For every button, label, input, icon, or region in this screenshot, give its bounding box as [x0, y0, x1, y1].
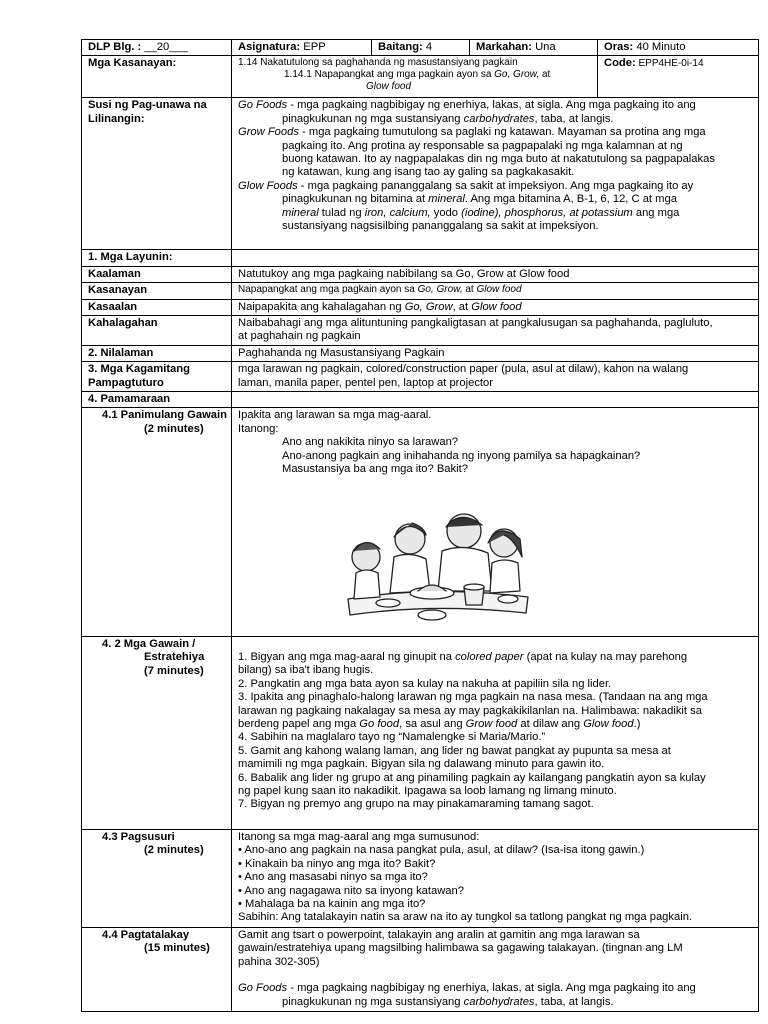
susi-glow-text-3d: yodo: [430, 206, 462, 219]
susi-go-text-2a: pinagkukunan ng mga sustansiyang: [282, 112, 464, 125]
pagsusuri-duration: (2 minutes): [144, 844, 204, 857]
pagtatalakay-go-text-2c: , taba, at langis.: [534, 995, 614, 1008]
kasanayan-line-2: [238, 69, 593, 81]
kasaalan-text-b: Go, Grow: [404, 300, 453, 313]
pamamaraan-row: [82, 392, 759, 408]
panimulang-line-2: Itanong:: [238, 422, 279, 435]
pagsusuri-bullet-4: • Ano ang nagagawa nito sa inyong katawan?: [238, 884, 464, 897]
susi-label-line-1: Susi ng Pag-unawa na: [88, 99, 207, 112]
baitang-value: 4: [422, 41, 433, 53]
gawain-step-3-line-1: 3. Ipakita ang pinaghalo-halong larawan ng mga pagkain na nasa mesa. (Tandaan na ang mga: [238, 691, 708, 704]
kagamitan-label-line-2: Pampagtuturo: [88, 376, 164, 389]
pagtatalakay-content: [232, 927, 759, 1011]
kasanayan-objective-text-d: Glow food: [476, 284, 522, 296]
kasaalan-text-a: Naipapakita ang kahalagahan ng: [238, 300, 405, 313]
gawain-title-2: Estratehiya: [144, 651, 205, 664]
panimulang-question-1: Ano ang nakikita ninyo sa larawan?: [282, 436, 459, 449]
pagsusuri-bullet-3: • Ano ang masasabi ninyo sa mga ito?: [238, 871, 428, 884]
nilalaman-label: 2. Nilalaman: [82, 345, 232, 361]
kasanayan-line-2-text: 1.14.1 Napapangkat ang mga pagkain ayon sa: [284, 69, 495, 81]
pagtatalakay-go-text-2b: carbohydrates: [463, 995, 535, 1008]
susi-grow-term: Grow Foods: [238, 126, 299, 139]
kahalagahan-line-1: Naibabahagi ang mga alituntuning pangkaligtasan at pangkalusugan sa paghahanda, pagluluto,: [238, 317, 713, 330]
oras-value: 40 Minuto: [633, 41, 686, 53]
kahalagahan-row: [82, 316, 759, 346]
kagamitan-label-line-1: 3. Mga Kagamitang: [88, 363, 190, 376]
asignatura-label: Asignatura:: [238, 41, 301, 53]
kasanayan-objective-value: [232, 283, 759, 299]
gawain-step-1-text-b: colored paper: [455, 650, 524, 663]
markahan-cell: [470, 40, 598, 56]
susi-grow-line-3: buong katawan. Ito ay nagpapalakas din ng mga buto at nakatutulong sa pagpapalakas: [282, 153, 715, 166]
lesson-plan-table: [81, 39, 759, 1012]
pagsusuri-content: [232, 829, 759, 927]
susi-glow-text-2a: pinagkukunan ng bitamina at: [282, 193, 429, 206]
pamamaraan-label: 4. Pamamaraan: [82, 392, 232, 408]
pagtatalakay-duration: (15 minutes): [144, 942, 210, 955]
markahan-label: Markahan:: [476, 41, 532, 53]
susi-grow-line-2: pagkaing ito. Ang protina ay responsable sa pagpapalaki ng mga kalamnan at ng: [282, 139, 683, 152]
susi-glow-text-3a: mineral: [282, 206, 319, 219]
susi-glow-line-2: [238, 193, 754, 206]
susi-glow-text-3c: iron, calcium,: [364, 206, 431, 219]
kasanayan-objective-label: Kasanayan: [82, 283, 232, 299]
pagsusuri-title: 4.3 Pagsusuri: [102, 830, 175, 843]
susi-glow-text-1: - mga pagkaing pananggalang sa sakit at impeksiyon. Ang mga pagkaing ito ay: [297, 179, 694, 192]
baitang-cell: [372, 40, 470, 56]
kasanayan-line-2-italic: Go, Grow,: [494, 69, 540, 81]
gawain-step-3-text-1: berdeng papel ang mga: [238, 717, 360, 730]
nilalaman-row: [82, 345, 759, 361]
kagamitan-value-line-1: mga larawan ng pagkain, colored/construction paper (pula, asul at dilaw), kahon na walang: [238, 363, 689, 376]
kahalagahan-label: Kahalagahan: [82, 316, 232, 346]
markahan-value: Una: [531, 41, 556, 53]
susi-glow-text-2c: . Ang mga bitamina A, B-1, 6, 12, C at mga: [464, 193, 677, 206]
susi-glow-text-3b: tulad ng: [318, 206, 365, 219]
kasaalan-label: Kasaalan: [82, 299, 232, 315]
pagsusuri-bullet-2: • Kinakain ba ninyo ang mga ito? Bakit?: [238, 857, 436, 870]
kasanayan-line-1: 1.14 Nakatutulong sa paghahanda ng masustansiyang pagkain: [238, 57, 518, 69]
gawain-step-3-text-4: Grow food: [465, 717, 518, 730]
susi-go-term: Go Foods: [238, 99, 288, 112]
gawain-step-2: 2. Pangkatin ang mga bata ayon sa kulay na nakuha at papiliin sila ng lider.: [238, 677, 612, 690]
kasanayan-objective-text-b: Go, Grow,: [417, 284, 463, 296]
kasanayan-row: [82, 56, 759, 98]
asignatura-value: EPP: [300, 41, 326, 53]
pagtatalakay-go-text-2a: pinagkukunan ng mga sustansiyang: [282, 995, 464, 1008]
susi-glow-text-3f: ang mga: [632, 206, 680, 219]
gawain-step-1-text-c: (apat na kulay na may parehong: [523, 650, 688, 663]
kasaalan-text-c: , at: [452, 300, 472, 313]
pagtatalakay-go-line-2: [238, 996, 754, 1009]
pagtatalakay-title: 4.4 Pagtatalakay: [102, 928, 190, 941]
gawain-step-3-text-3: , sa asul ang: [399, 717, 466, 730]
gawain-step-5-line-1: 5. Gamit ang kahong walang laman, ang lider ng bawat pangkat ay pupunta sa mesa at: [238, 744, 671, 757]
pamamaraan-empty-cell: [232, 392, 759, 408]
pagsusuri-bullet-1: • Ano-ano ang pagkain na nasa pangkat pula, asul, at dilaw? (Isa-isa itong gawin.): [238, 844, 645, 857]
pagtatalakay-label: [82, 927, 232, 1011]
code-value: EPP4HE-0i-14: [635, 58, 704, 70]
pagsusuri-bullet-5: • Mahalaga ba na kainin ang mga ito?: [238, 897, 426, 910]
panimulang-row: [82, 408, 759, 636]
kasaalan-text-d: Glow food: [471, 300, 522, 313]
susi-row: [82, 98, 759, 250]
pagsusuri-closing: Sabihin: Ang tatalakayin natin sa araw na ito ay tungkol sa tatlong pangkat ng mga pagkain.: [238, 911, 693, 924]
gawain-step-1-cont: bilang) sa iba't ibang hugis.: [238, 664, 374, 677]
susi-glow-line-4: sustansiyang nagsisilbing pananggalang sa sakit at impeksiyon.: [282, 220, 599, 233]
gawain-step-3-text-5: at dilaw ang: [517, 717, 584, 730]
susi-glow-line-3: [238, 207, 754, 220]
nilalaman-value: Paghahanda ng Masustansiyang Pagkain: [232, 345, 759, 361]
susi-go-text-1: - mga pagkaing nagbibigay ng enerhiya, lakas, at sigla. Ang mga pagkaing ito ang: [287, 99, 696, 112]
kaalaman-label: Kaalaman: [82, 266, 232, 282]
dlp-value: __20___: [141, 41, 188, 53]
kasanayan-objective-text-a: Napapangkat ang mga pagkain ayon sa: [238, 284, 418, 296]
gawain-step-1-text-a: 1. Bigyan ang mga mag-aaral ng ginupit na: [238, 650, 456, 663]
pagsusuri-intro: Itanong sa mga mag-aaral ang mga sumusunod:: [238, 830, 480, 843]
gawain-step-3-text-2: Go food: [359, 717, 400, 730]
oras-label: Oras:: [604, 41, 634, 53]
kagamitan-value: [232, 362, 759, 392]
gawain-step-1: [238, 651, 754, 664]
gawain-step-6-line-1: 6. Babalik ang lider ng grupo at ang pinamiling pagkain ay kailangang pangkatin ayon sa kulay: [238, 771, 706, 784]
susi-glow-text-3e: (iodine), phosphorus, at potassium: [461, 206, 633, 219]
family-meal-illustration: [328, 487, 538, 631]
dlp-number-cell: [82, 40, 232, 56]
kasanayan-line-2-end: at: [539, 69, 551, 81]
kasaalan-row: [82, 299, 759, 315]
susi-label: [82, 98, 232, 250]
baitang-label: Baitang:: [378, 41, 423, 53]
susi-glow-line-1: [238, 180, 754, 193]
susi-grow-line-4: ng katawan, kung ang isang tao ay galing sa pagkakasakit.: [282, 166, 575, 179]
gawain-step-7: 7. Bigyan ng premyo ang grupo na may pinakamaraming tamang sagot.: [238, 798, 594, 811]
susi-content: [232, 98, 759, 250]
kasanayan-content: [232, 56, 598, 98]
panimulang-line-1: Ipakita ang larawan sa mga mag-aaral.: [238, 409, 432, 422]
gawain-label: [82, 636, 232, 829]
kagamitan-row: [82, 362, 759, 392]
susi-glow-term: Glow Foods: [238, 179, 298, 192]
kahalagahan-value: [232, 316, 759, 346]
kaalaman-row: [82, 266, 759, 282]
susi-go-text-2c: , taba, at langis.: [534, 112, 614, 125]
panimulang-duration: (2 minutes): [144, 422, 204, 435]
susi-go-text-2b: carbohydrates: [463, 112, 535, 125]
gawain-step-5-line-2: mamimili ng mga pagkain. Bigyan sila ng dalawang minuto para gawin ito.: [238, 758, 605, 771]
panimulang-label: [82, 408, 232, 636]
panimulang-question-3: Masustansiya ba ang mga ito? Bakit?: [282, 463, 468, 476]
gawain-step-3-text-7: .): [633, 717, 641, 730]
gawain-row: [82, 636, 759, 829]
dlp-label: DLP Blg. :: [88, 41, 142, 53]
pagsusuri-row: [82, 829, 759, 927]
kaalaman-value: Natutukoy ang mga pagkaing nabibilang sa Go, Grow at Glow food: [232, 266, 759, 282]
gawain-duration: (7 minutes): [144, 664, 204, 677]
gawain-step-3-line-3: [238, 718, 754, 731]
pagtatalakay-go-line-1: [238, 982, 754, 995]
layunin-empty-cell: [232, 250, 759, 266]
code-cell: [598, 56, 759, 98]
gawain-step-4: 4. Sabihin na maglalaro tayo ng “Namalengke si Maria/Mario.”: [238, 731, 546, 744]
panimulang-question-2: Ano-anong pagkain ang inihahanda ng inyong pamilya sa hapagkainan?: [282, 449, 641, 462]
pagtatalakay-go-text-1: - mga pagkaing nagbibigay ng enerhiya, lakas, at sigla. Ang mga pagkaing ito ang: [287, 982, 696, 995]
layunin-row: [82, 250, 759, 266]
kasanayan-objective-text-c: at: [462, 284, 477, 296]
pagsusuri-label: [82, 829, 232, 927]
gawain-content: [232, 636, 759, 829]
susi-grow-line-1: [238, 126, 754, 139]
pagtatalakay-spacer: [238, 969, 754, 982]
susi-go-line-2: [238, 113, 754, 126]
susi-go-line-1: [238, 99, 754, 112]
gawain-step-3-line-2: larawan ng pagkaing nakalagay sa mesa ay may pagkakikilanlan na. Halimbawa: nakadikit sa: [238, 704, 702, 717]
susi-label-line-2: Lilinangin:: [88, 112, 145, 125]
header-row: [82, 40, 759, 56]
kahalagahan-line-2: at paghahain ng pagkain: [238, 330, 361, 343]
code-label: Code:: [604, 57, 636, 70]
panimulang-title: 4.1 Panimulang Gawain: [102, 409, 227, 422]
gawain-step-6-line-2: ng papel kung saan ito nakadikit. Ipagawa sa loob lamang ng limang minuto.: [238, 784, 617, 797]
gawain-step-3-text-6: Glow food: [583, 717, 634, 730]
pagtatalakay-go-term: Go Foods: [238, 982, 288, 995]
pagtatalakay-line-3: pahina 302-305): [238, 955, 320, 968]
kagamitan-value-line-2: laman, manila paper, pentel pen, laptop at projector: [238, 376, 493, 389]
gawain-title-1: 4. 2 Mga Gawain /: [102, 637, 196, 650]
susi-glow-text-2b: mineral: [428, 193, 465, 206]
kasaalan-value: [232, 299, 759, 315]
panimulang-content: [232, 408, 759, 636]
asignatura-cell: [232, 40, 372, 56]
kagamitan-label: [82, 362, 232, 392]
pagtatalakay-row: [82, 927, 759, 1011]
susi-grow-text-1: - mga pagkaing tumutulong sa paglaki ng katawan. Mayaman sa protina ang mga: [298, 126, 706, 139]
layunin-label: 1. Mga Layunin:: [82, 250, 232, 266]
pagtatalakay-line-2: gawain/estratehiya upang magsilbing halimbawa sa gagawing talakayan. (tingnan ang LM: [238, 942, 683, 955]
kasanayan-line-3: Glow food: [366, 81, 412, 93]
pagtatalakay-line-1: Gamit ang tsart o powerpoint, talakayin ang aralin at gamitin ang mga larawan sa: [238, 928, 640, 941]
kasanayan-label: Mga Kasanayan:: [82, 56, 232, 98]
kasanayan-objective-row: [82, 283, 759, 299]
oras-cell: [598, 40, 759, 56]
